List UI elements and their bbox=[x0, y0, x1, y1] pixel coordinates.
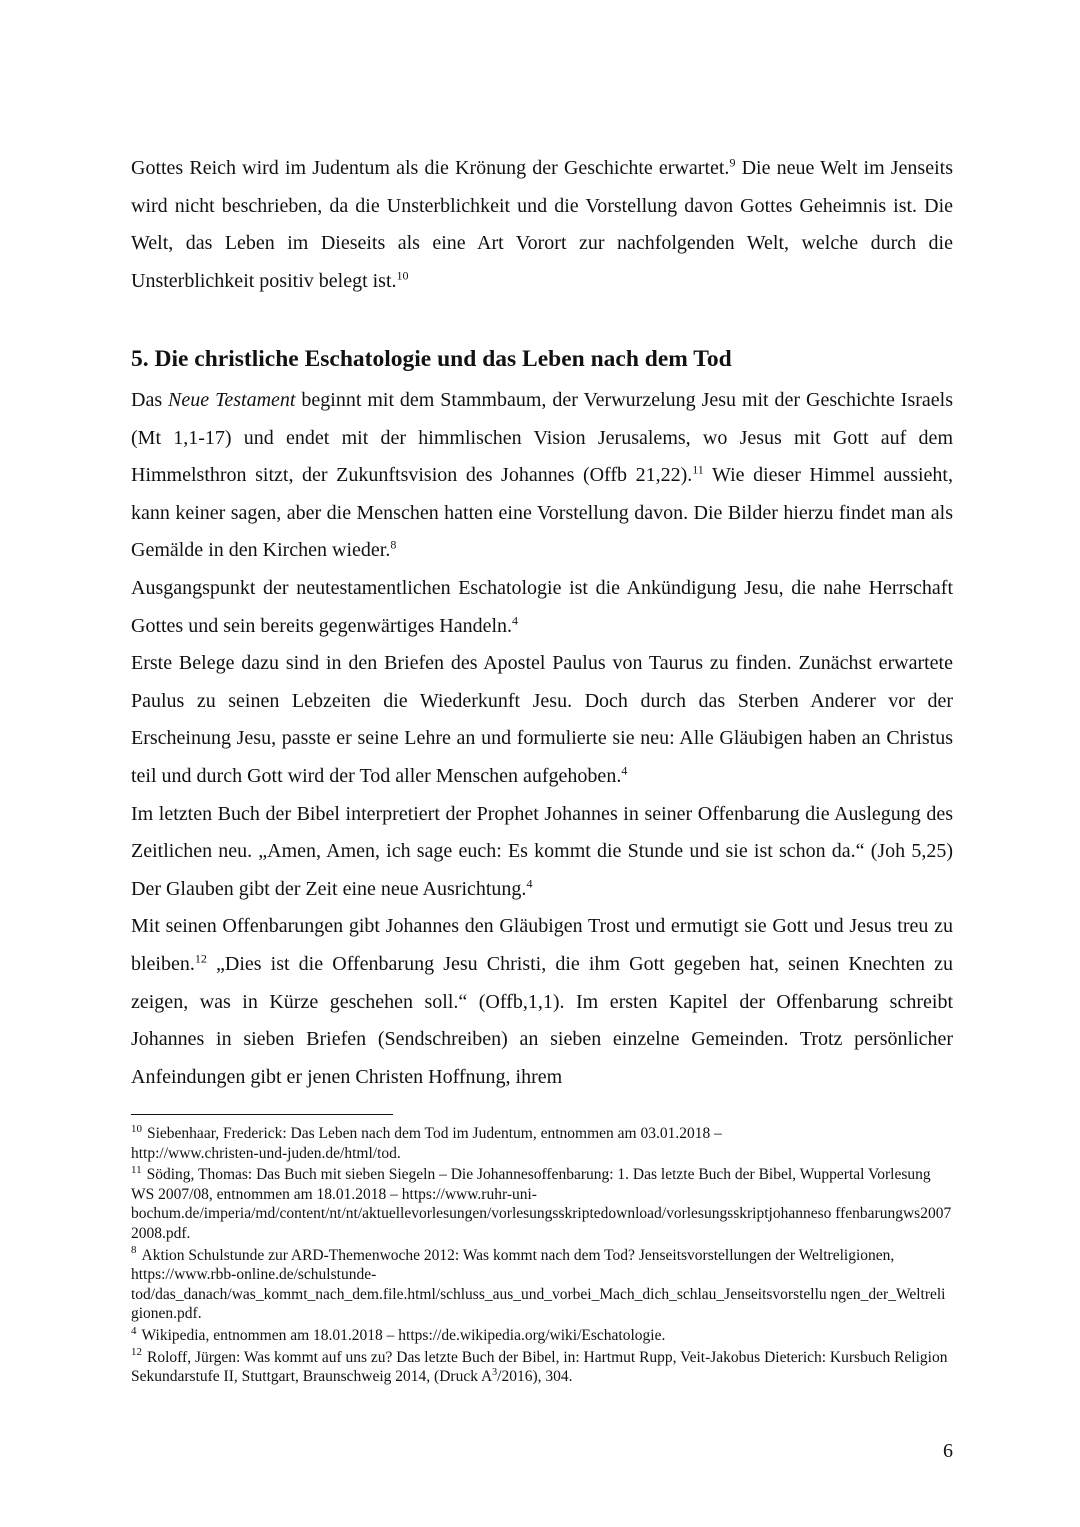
footnote-separator bbox=[131, 1114, 393, 1115]
footnote-reference[interactable]: 12 bbox=[194, 951, 207, 966]
footnote-marker: 8 bbox=[131, 1244, 137, 1257]
footnote bbox=[131, 1246, 953, 1324]
footnote bbox=[131, 1124, 953, 1163]
page-number: 6 bbox=[943, 1440, 953, 1462]
footnote-link[interactable]: tod/das_danach/was_kommt_nach_dem.file.html/schluss_aus_und_vorbei_Mach_dich_schlau_Jenseitsvorstellu ngen_der_Weltreligionen.pdf. bbox=[131, 1285, 946, 1323]
paragraph bbox=[131, 796, 953, 909]
footnote-reference[interactable]: 11 bbox=[692, 462, 704, 477]
footnote-marker: 11 bbox=[131, 1164, 142, 1177]
footnote bbox=[131, 1165, 953, 1243]
footnote-marker: 12 bbox=[131, 1346, 142, 1359]
paragraph bbox=[131, 908, 953, 1096]
paragraph bbox=[131, 382, 953, 570]
footnote-reference[interactable]: 4 bbox=[526, 876, 533, 891]
paragraph-text: Das bbox=[131, 389, 169, 411]
footnote-text: Wikipedia, entnommen am 18.01.2018 – https://de.wikipedia.org/wiki/Eschatologie. bbox=[141, 1326, 666, 1344]
paragraph bbox=[131, 570, 953, 645]
footnote-text: Söding, Thomas: Das Buch mit sieben Siegeln – Die Johannesoffenbarung: 1. Das letzte Buch der Bibel, Wuppertal Vorlesung WS 2007/08, entnommen am 18.01.2018 – https://www.ruhr-uni- bbox=[131, 1166, 931, 1203]
footnote-reference[interactable]: 4 bbox=[621, 763, 628, 778]
footnote-reference[interactable]: 4 bbox=[512, 612, 519, 627]
paragraph-text: Im letzten Buch der Bibel interpretiert der Prophet Johannes in seiner Offenbarung die Auslegung des Zeitlichen neu. „Amen, Amen, ich sage euch: Es kommt die Stunde und sie ist schon da.“ (Joh 5,25) Der Glauben gibt der Zeit eine neue Ausrichtung. bbox=[131, 802, 953, 900]
intro-paragraph bbox=[131, 150, 953, 300]
italic-term: Neue Testament bbox=[168, 389, 296, 411]
footnote bbox=[131, 1348, 953, 1387]
footnote-text: Roloff, Jürgen: Was kommt auf uns zu? Das letzte Buch der Bibel, in: Hartmut Rupp, Veit-Jakobus Dieterich: Kursbuch Religion Sekundarstufe II, Stuttgart, Braunschweig 2014, (Druck A bbox=[131, 1348, 948, 1386]
footnote-text: Siebenhaar, Frederick: Das Leben nach dem Tod im Judentum, entnommen am 03.01.2018 – bbox=[147, 1125, 722, 1142]
intro-text: Gottes Reich wird im Judentum als die Krönung der Geschichte erwartet. bbox=[131, 157, 730, 179]
paragraph-text: Wie dieser Himmel aussieht, kann keiner sagen, aber die Menschen hatten eine Vorstellung davon. Die Bilder hierzu findet man als Gemälde in den Kirchen wieder. bbox=[131, 464, 953, 562]
footnote-link[interactable]: bochum.de/imperia/md/content/nt/nt/aktuellevorlesungen/vorlesungsskriptedownload/vorlesungsskriptjohanneso ffenbarungws20072008.pdf. bbox=[131, 1205, 952, 1242]
footnote bbox=[131, 1326, 953, 1346]
footnote-text: /2016), 304. bbox=[497, 1368, 573, 1386]
footnotes bbox=[131, 1124, 953, 1389]
superscript: 3 bbox=[492, 1366, 498, 1378]
paragraph-text: beginnt mit dem Stammbaum, der Verwurzelung Jesu mit der Geschichte Israels (Mt 1,1-17) und endet mit der himmlischen Vision Jerusalems, wo Jesus mit Gott auf dem Himmelsthron sitzt, der Zukunftsvision des Johannes (Offb 21,22). bbox=[131, 389, 954, 487]
footnote-reference[interactable]: 8 bbox=[390, 537, 397, 552]
footnote-marker: 4 bbox=[131, 1324, 137, 1337]
paragraph-text: „Dies ist die Offenbarung Jesu Christi, die ihm Gott gegeben hat, seinen Knechten zu zeigen, was in Kürze geschehen soll.“ (Offb,1,1). Im ersten Kapitel der Offenbarung schreibt Johannes in sieben Briefen (Sendschreiben) an sieben einzelne Gemeinden. Trotz persönlicher Anfeindungen gibt er jenen Christen Hoffnung, ihrem bbox=[131, 952, 953, 1088]
paragraph-text: Ausgangspunkt der neutestamentlichen Eschatologie ist die Ankündigung Jesu, die nahe Herrschaft Gottes und sein bereits gegenwärtiges Handeln. bbox=[131, 576, 953, 637]
paragraph-text: Erste Belege dazu sind in den Briefen des Apostel Paulus von Taurus zu finden. Zunächst erwartete Paulus zu seinen Lebzeiten die Wiederkunft Jesu. Doch durch das Sterben Anderer vor der Erscheinung Jesu, passte er seine Lehre an und formulierte sie neu: Alle Gläubigen haben an Christus teil und durch Gott wird der Tod aller Menschen aufgehoben. bbox=[131, 652, 953, 787]
section-body bbox=[131, 382, 953, 1096]
footnote-reference[interactable]: 9 bbox=[729, 155, 736, 170]
section-heading: 5. Die christliche Eschatologie und das Leben nach dem Tod bbox=[131, 346, 732, 372]
intro-text: Die neue Welt im Jenseits wird nicht beschrieben, da die Unsterblichkeit und die Vorstellung davon Gottes Geheimnis ist. Die Welt, das Leben im Dieseits als eine Art Vorort zur nachfolgenden Welt, welche durch die Unsterblichkeit positiv belegt ist. bbox=[131, 157, 953, 292]
footnote-link[interactable]: http://www.christen-und-juden.de/html/tod. bbox=[131, 1144, 401, 1162]
footnote-reference[interactable]: 10 bbox=[396, 268, 409, 283]
paragraph-text: Mit seinen Offenbarungen gibt Johannes den Gläubigen Trost und ermutigt sie Gott und Jesus treu zu bleiben. bbox=[131, 915, 953, 975]
footnote-text: Aktion Schulstunde zur ARD-Themenwoche 2012: Was kommt nach dem Tod? Jenseitsvorstellungen der Weltreligionen, https://www.rbb-online.de/schulstunde- bbox=[131, 1246, 895, 1284]
paragraph bbox=[131, 645, 953, 795]
footnote-marker: 10 bbox=[131, 1122, 142, 1135]
